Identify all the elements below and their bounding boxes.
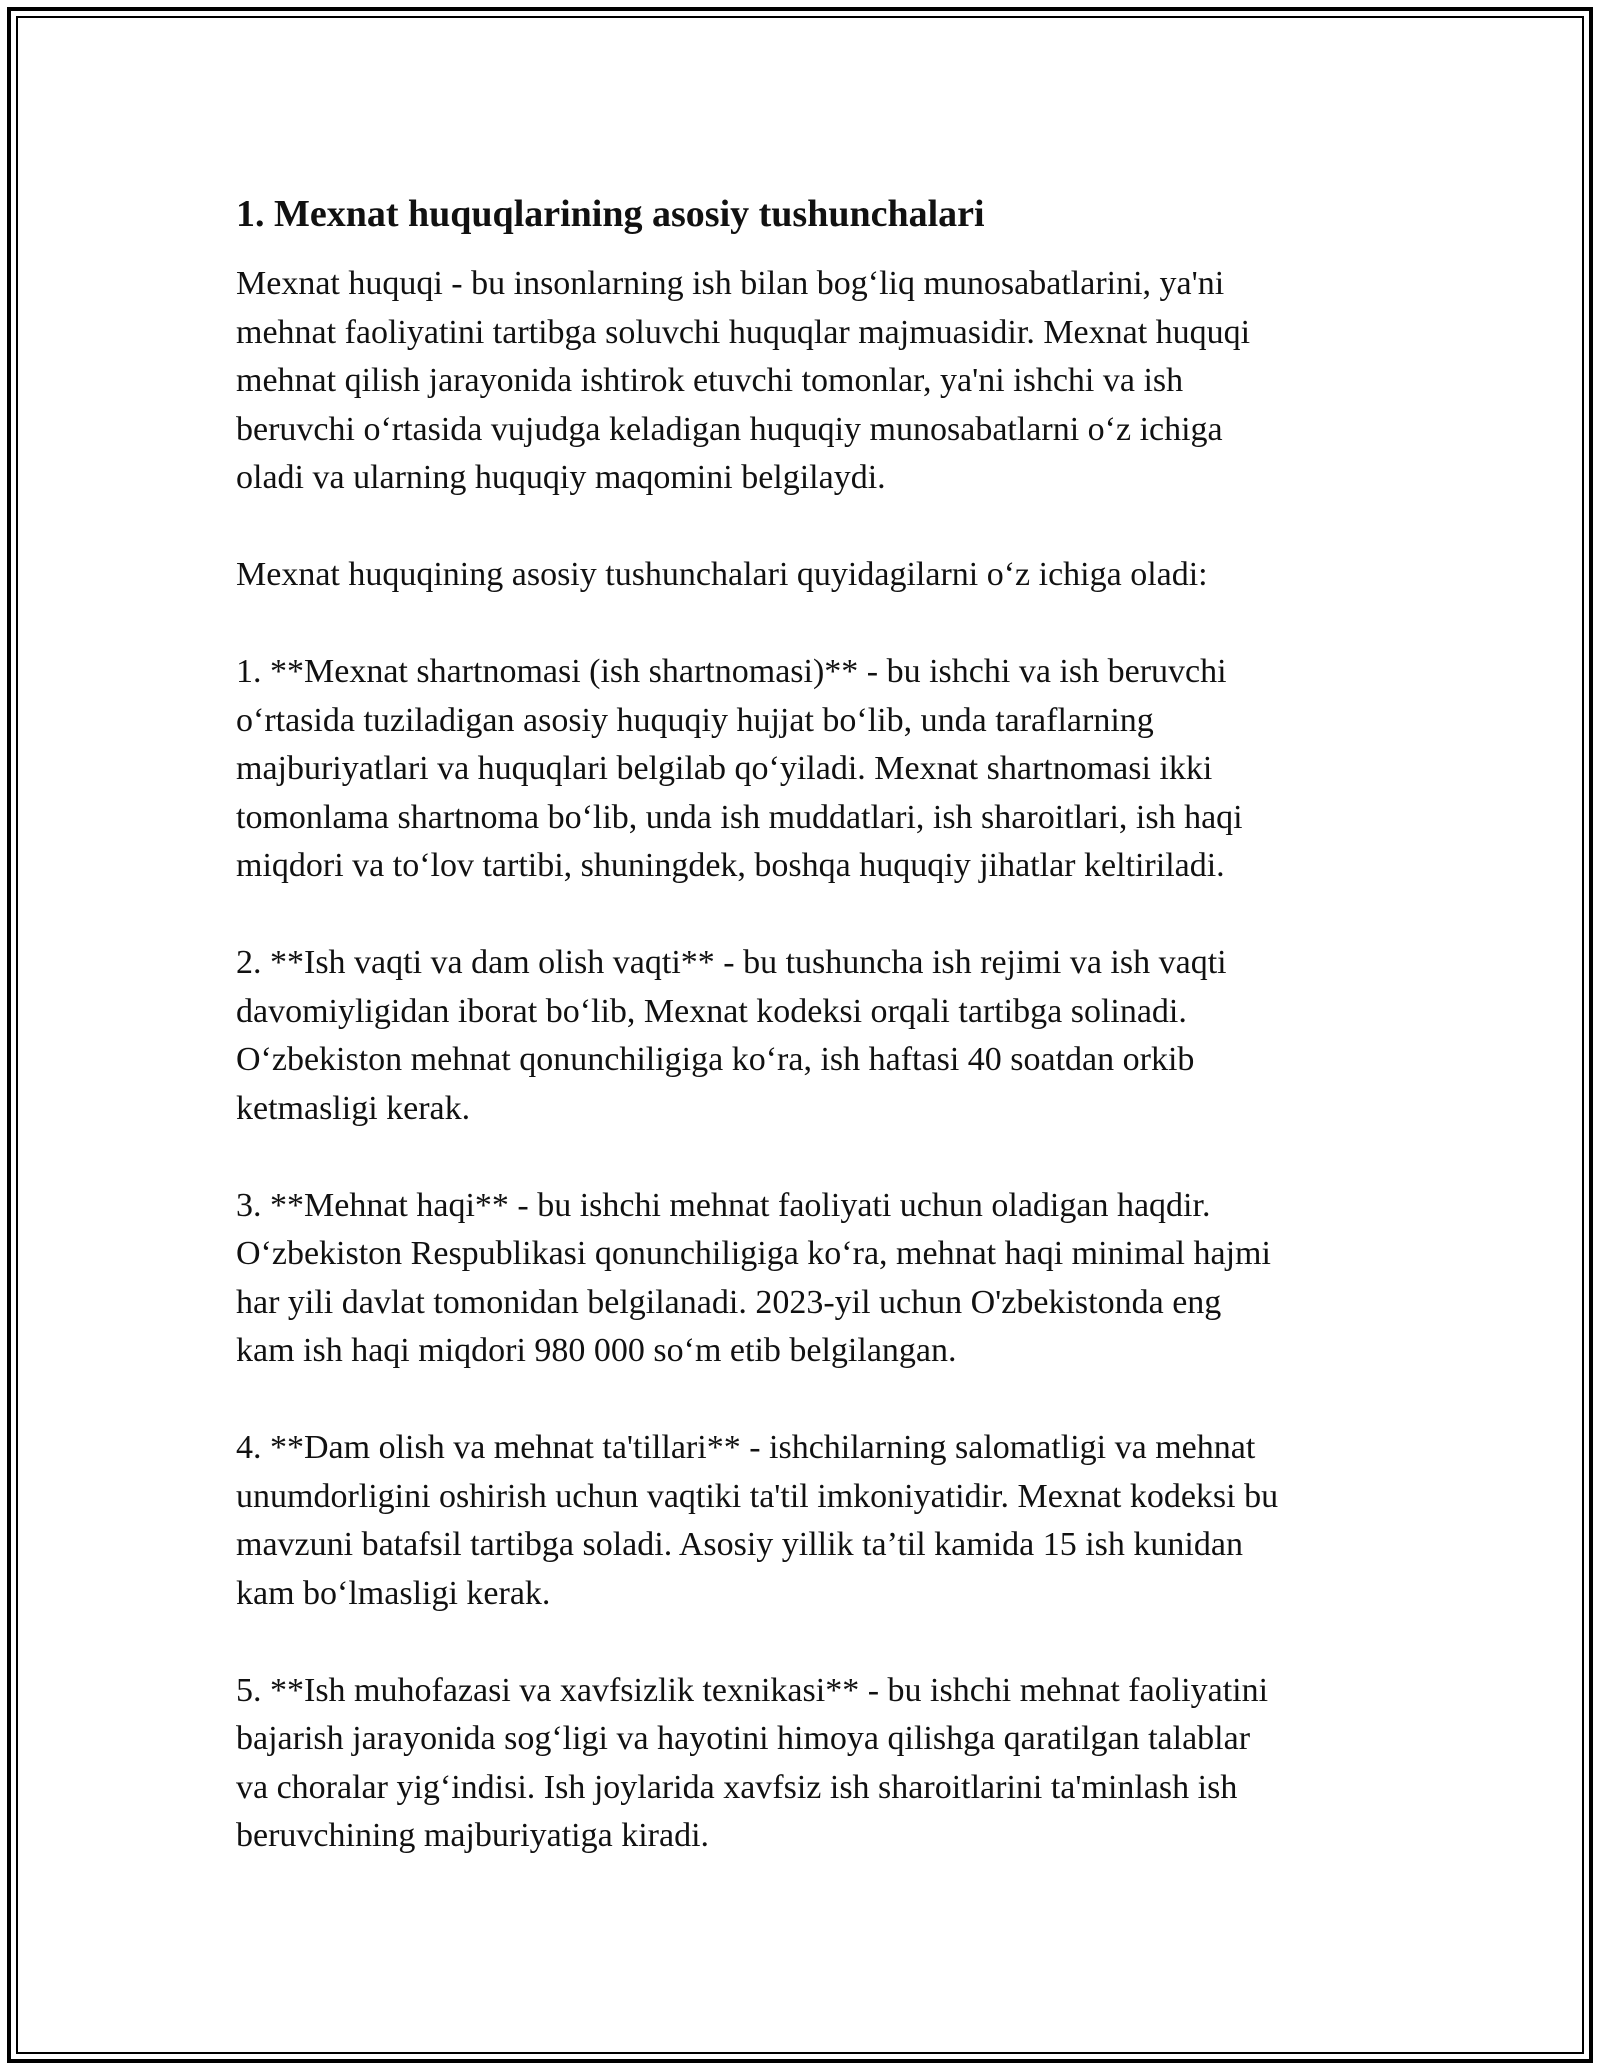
paragraph-gap	[236, 1133, 1376, 1182]
list-item-labor-safety: 5. **Ish muhofazasi va xavfsizlik texnikasi** - bu ishchi mehnat faoliyatini bajarish jarayonida sog‘ligi va hayotini himoya qilishga qaratilgan talablar va choralar yig‘indisi. Ish joylarida xavfsiz ish sharoitlarini ta'minlash ish beruvchining majburiyatiga kiradi.	[236, 1671, 1269, 1854]
paragraph-gap	[236, 891, 1376, 940]
paragraph-gap	[236, 1618, 1376, 1667]
paragraph-gap	[236, 1376, 1376, 1425]
list-item-employment-contract: 1. **Mexnat shartnomasi (ish shartnomasi)** - bu ishchi va ish beruvchi o‘rtasida tuziladigan asosiy huquqiy hujjat bo‘lib, unda taraflarning majburiyatlari va huquqlari belgilab qo‘yiladi. Mexnat shartnomasi ikki tomonlama shartnoma bo‘lib, unda ish muddatlari, ish sharoitlari, ish haqi miqdori va to‘lov tartibi, shuningdek, boshqa huquqiy jihatlar keltiriladi.	[236, 653, 1243, 884]
paragraph-gap	[236, 503, 1376, 552]
document-body	[236, 186, 1376, 1861]
list-item-wages: 3. **Mehnat haqi** - bu ishchi mehnat faoliyati uchun oladigan haqdir. O‘zbekiston Respublikasi qonunchiligiga ko‘ra, mehnat haqi minimal hajmi har yili davlat tomonidan belgilanadi. 2023-yil uchun O'zbekistonda eng kam ish haqi miqdori 980 000 so‘m etib belgilangan.	[236, 1186, 1271, 1369]
list-item-working-time: 2. **Ish vaqti va dam olish vaqti** - bu tushuncha ish rejimi va ish vaqti davomiyligidan iborat bo‘lib, Mexnat kodeksi orqali tartibga solinadi. O‘zbekiston mehnat qonunchiligiga ko‘ra, ish haftasi 40 soatdan orkib ketmasligi kerak.	[236, 944, 1227, 1127]
section-heading: 1. Mexnat huquqlarining asosiy tushunchalari	[236, 193, 985, 235]
list-intro-paragraph: Mexnat huquqining asosiy tushunchalari quyidagilarni o‘z ichiga oladi:	[236, 556, 1208, 593]
list-item-leave: 4. **Dam olish va mehnat ta'tillari** - ishchilarning salomatligi va mehnat unumdorligini oshirish uchun vaqtiki ta'til imkoniyatidir. Mexnat kodeksi bu mavzuni batafsil tartibga soladi. Asosiy yillik ta’til kamida 15 ish kunidan kam bo‘lmasligi kerak.	[236, 1429, 1279, 1612]
intro-paragraph: Mexnat huquqi - bu insonlarning ish bilan bog‘liq munosabatlarini, ya'ni mehnat faoliyatini tartibga soluvchi huquqlar majmuasidir. Mexnat huquqi mehnat qilish jarayonida ishtirok etuvchi tomonlar, ya'ni ishchi va ish beruvchi o‘rtasida vujudga keladigan huquqiy munosabatlarni o‘z ichiga oladi va ularning huquqiy maqomini belgilaydi.	[236, 265, 1251, 496]
paragraph-gap	[236, 600, 1376, 649]
